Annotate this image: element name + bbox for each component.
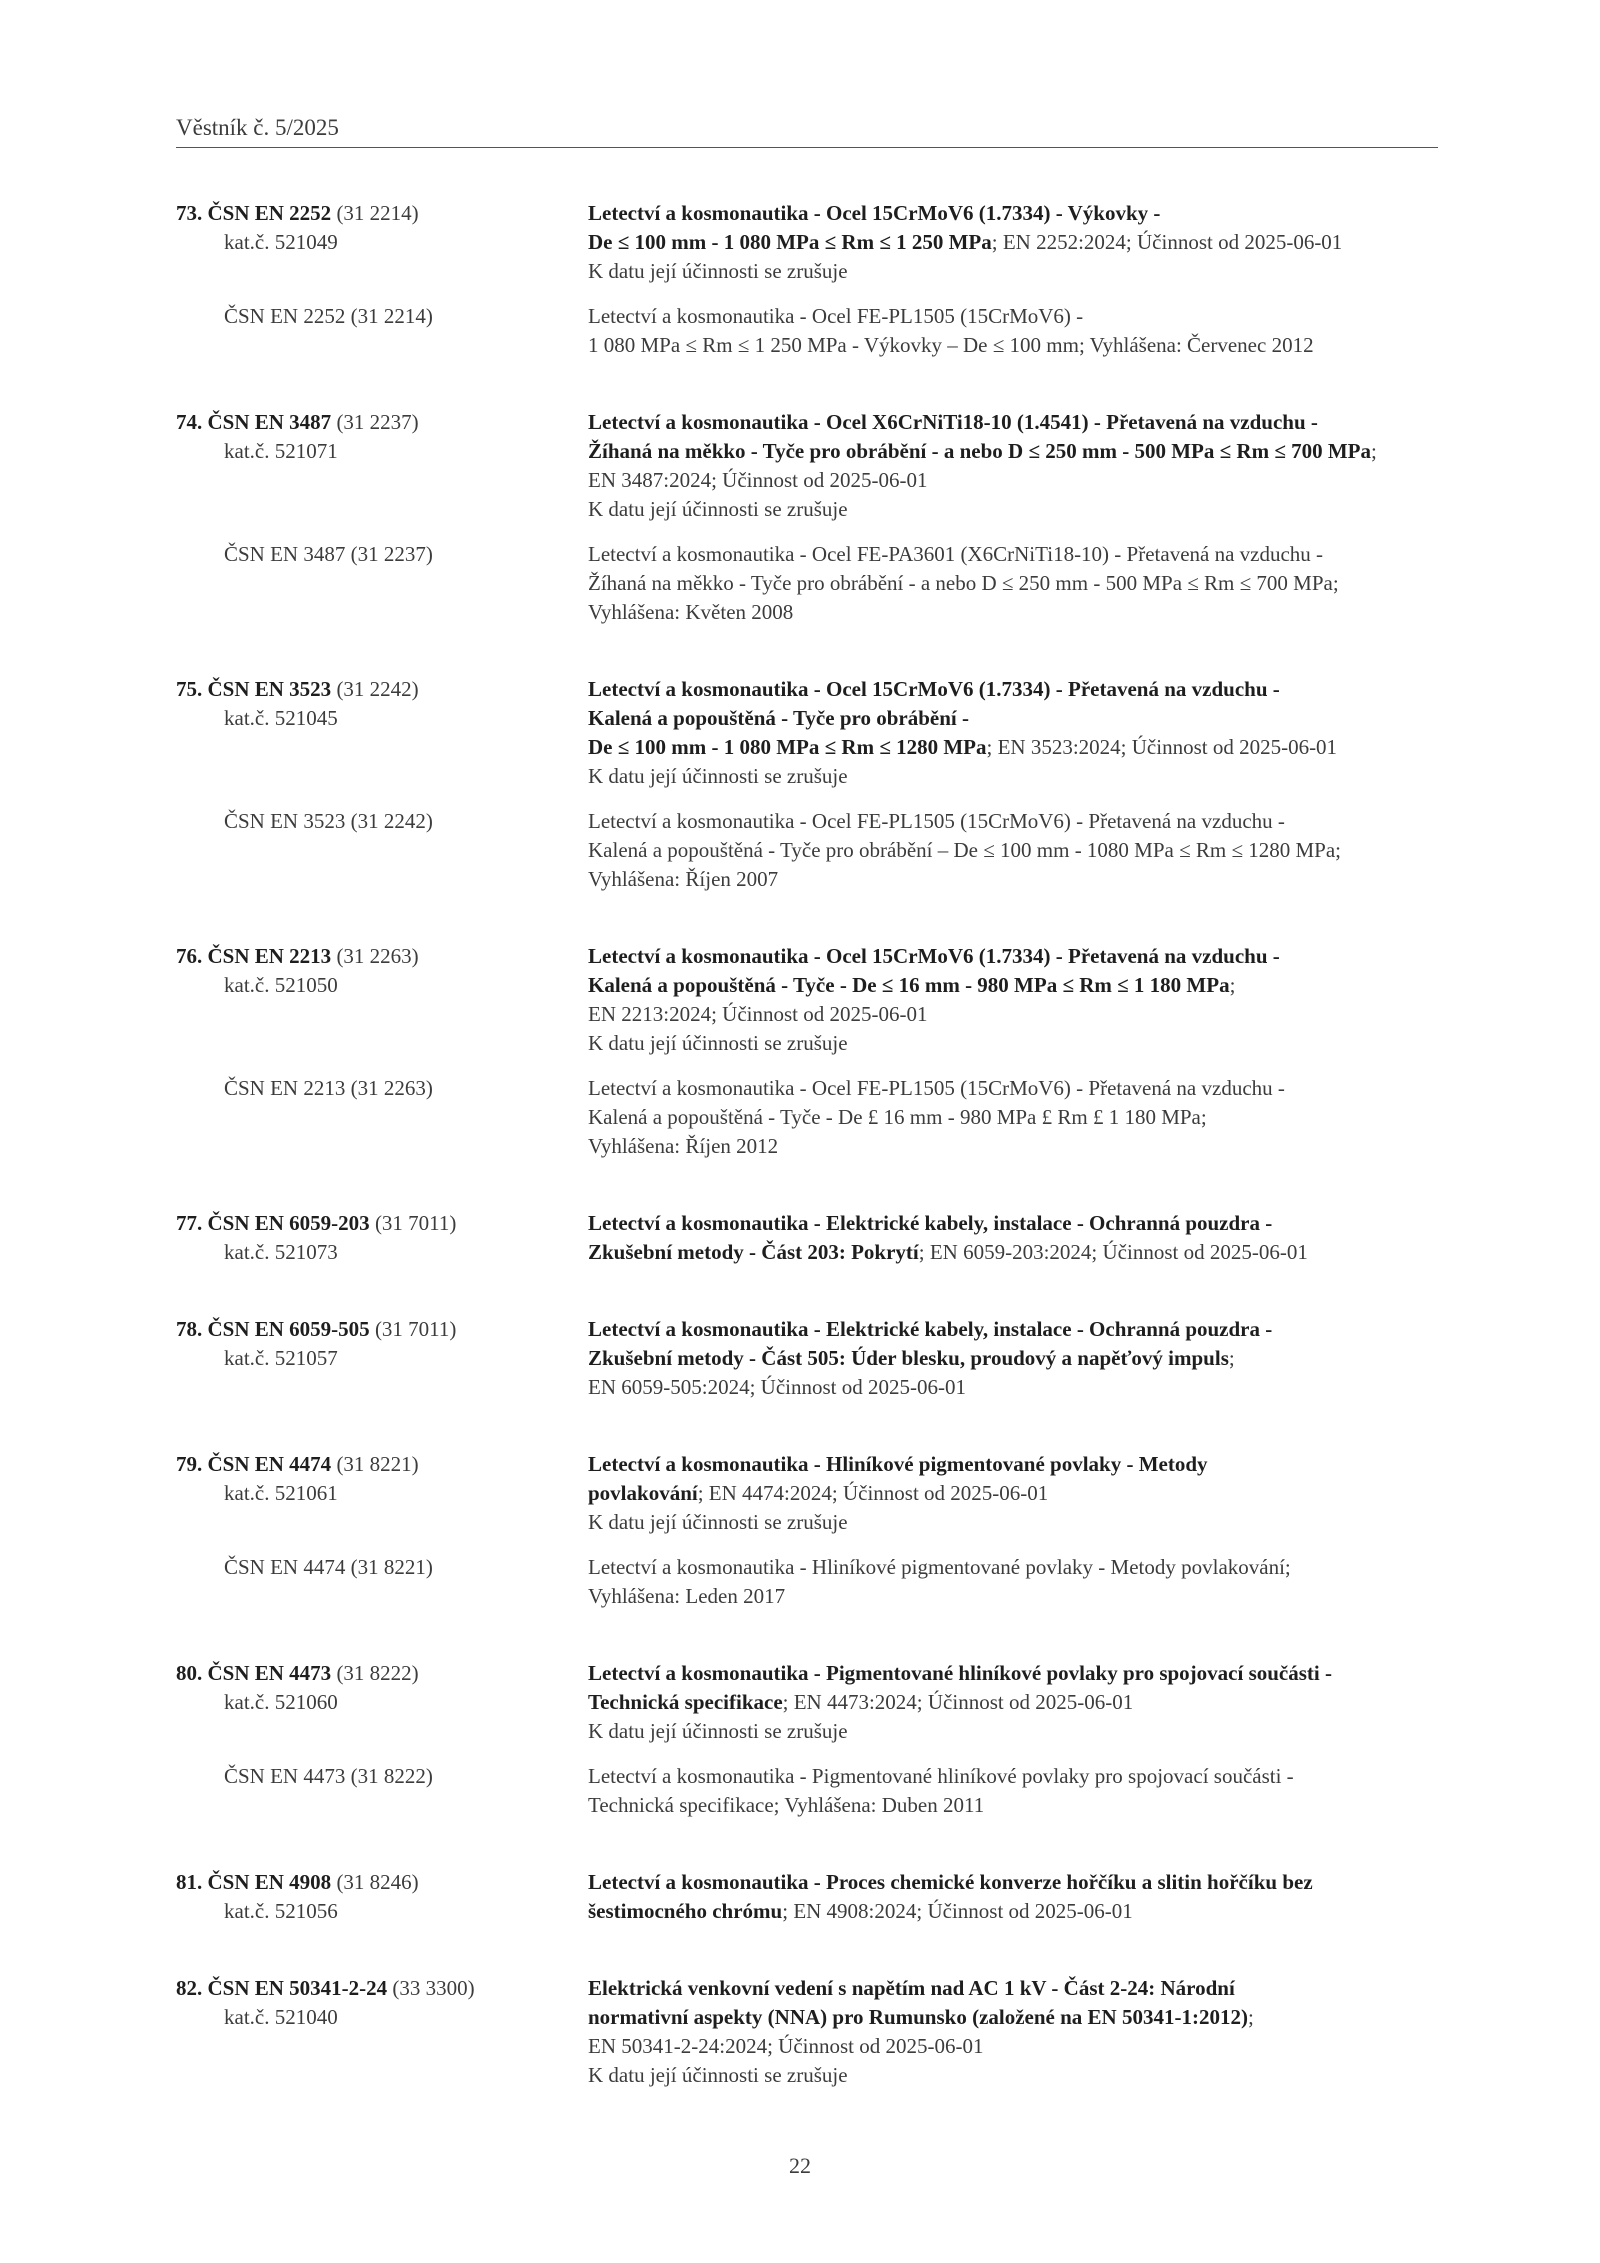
description-line <box>588 733 1438 762</box>
detail-text: ; EN 2252:2024; Účinnost od 2025-06-01 <box>991 230 1343 254</box>
classification-code: (31 7011) <box>374 1317 457 1341</box>
standard-entry <box>176 675 1438 894</box>
detail-text: K datu její účinnosti se zrušuje <box>588 1031 848 1055</box>
catalog-number: kat.č. 521040 <box>224 2005 338 2029</box>
classification-code: (31 8221) <box>336 1452 419 1476</box>
superseded-identifier <box>176 807 588 894</box>
new-standard-row <box>176 675 1438 791</box>
superseded-line: Letectví a kosmonautika - Hliníkové pigmentované povlaky - Metody povlakování; <box>588 1555 1291 1579</box>
standard-description <box>588 1315 1438 1402</box>
description-line <box>588 2032 1438 2061</box>
superseded-line: Vyhlášena: Říjen 2007 <box>588 867 779 891</box>
title-text: Letectví a kosmonautika - Proces chemické konverze hořčíku a slitin hořčíku bez <box>588 1870 1313 1894</box>
superseded-standard-row <box>176 302 1438 360</box>
bulletin-title: Věstník č. 5/2025 <box>176 115 339 140</box>
description-line <box>588 1344 1438 1373</box>
title-text: Zkušební metody - Část 505: Úder blesku, proudový a napěťový impuls <box>588 1346 1229 1370</box>
detail-text: ; <box>1247 2005 1254 2029</box>
superseded-code: ČSN EN 4474 (31 8221) <box>224 1555 433 1579</box>
superseded-standard-row <box>176 1553 1438 1611</box>
title-text: Letectví a kosmonautika - Ocel 15CrMoV6 (1.7334) - Přetavená na vzduchu - <box>588 677 1280 701</box>
catalog-number: kat.č. 521056 <box>224 1899 338 1923</box>
description-line <box>588 762 1438 791</box>
description-line <box>588 2061 1438 2090</box>
standard-entry <box>176 408 1438 627</box>
superseded-standard-row <box>176 807 1438 894</box>
standard-code: ČSN EN 3523 <box>207 677 332 701</box>
detail-text: K datu její účinnosti se zrušuje <box>588 497 848 521</box>
detail-text: ; <box>1371 439 1377 463</box>
superseded-line: 1 080 MPa ≤ Rm ≤ 1 250 MPa - Výkovky – De ≤ 100 mm; Vyhlášena: Červenec 2012 <box>588 333 1314 357</box>
entry-number: 82. <box>176 1976 203 2000</box>
title-text: Letectví a kosmonautika - Ocel X6CrNiTi18-10 (1.4541) - Přetavená na vzduchu - <box>588 410 1318 434</box>
standard-identifier <box>176 1315 588 1402</box>
superseded-description <box>588 1762 1438 1820</box>
entry-number: 80. <box>176 1661 203 1685</box>
detail-text: EN 2213:2024; Účinnost od 2025-06-01 <box>588 1002 928 1026</box>
superseded-code: ČSN EN 4473 (31 8222) <box>224 1764 433 1788</box>
superseded-line: Letectví a kosmonautika - Ocel FE-PA3601 (X6CrNiTi18-10) - Přetavená na vzduchu - <box>588 542 1324 566</box>
description-line <box>588 1508 1438 1537</box>
title-text: De ≤ 100 mm - 1 080 MPa ≤ Rm ≤ 1 250 MPa <box>588 230 992 254</box>
standard-description <box>588 1868 1438 1926</box>
standards-list <box>176 199 1438 2138</box>
detail-text: ; <box>1229 973 1236 997</box>
description-line <box>588 408 1438 437</box>
superseded-description <box>588 302 1438 360</box>
standard-entry <box>176 1974 1438 2090</box>
description-line <box>588 1029 1438 1058</box>
new-standard-row <box>176 1974 1438 2090</box>
description-line <box>588 495 1438 524</box>
description-line <box>588 1659 1438 1688</box>
title-text: Kalená a popouštěná - Tyče - De ≤ 16 mm - 980 MPa ≤ Rm ≤ 1 180 MPa <box>588 973 1230 997</box>
superseded-code: ČSN EN 2252 (31 2214) <box>224 304 433 328</box>
standard-code: ČSN EN 4474 <box>207 1452 332 1476</box>
description-line <box>588 675 1438 704</box>
catalog-number: kat.č. 521049 <box>224 230 338 254</box>
standard-description <box>588 942 1438 1058</box>
standard-description <box>588 1659 1438 1746</box>
entry-number: 79. <box>176 1452 203 1476</box>
superseded-identifier <box>176 1074 588 1161</box>
new-standard-row <box>176 408 1438 524</box>
superseded-line: Technická specifikace; Vyhlášena: Duben 2011 <box>588 1793 985 1817</box>
standard-identifier <box>176 1868 588 1926</box>
superseded-description <box>588 540 1438 627</box>
detail-text: ; EN 6059-203:2024; Účinnost od 2025-06-01 <box>918 1240 1308 1264</box>
superseded-line: Kalená a popouštěná - Tyče pro obrábění – De ≤ 100 mm - 1080 MPa ≤ Rm ≤ 1280 MPa; <box>588 838 1342 862</box>
new-standard-row <box>176 1450 1438 1537</box>
title-text: Žíhaná na měkko - Tyče pro obrábění - a nebo D ≤ 250 mm - 500 MPa ≤ Rm ≤ 700 MPa <box>588 439 1371 463</box>
entry-number: 81. <box>176 1870 203 1894</box>
standard-identifier <box>176 408 588 524</box>
superseded-line: Letectví a kosmonautika - Ocel FE-PL1505 (15CrMoV6) - Přetavená na vzduchu - <box>588 1076 1285 1100</box>
standard-identifier <box>176 1659 588 1746</box>
entry-number: 75. <box>176 677 203 701</box>
description-line <box>588 2003 1438 2032</box>
standard-identifier <box>176 942 588 1058</box>
superseded-line: Vyhlášena: Květen 2008 <box>588 600 794 624</box>
standard-code: ČSN EN 6059-505 <box>207 1317 370 1341</box>
entry-number: 78. <box>176 1317 203 1341</box>
new-standard-row <box>176 1659 1438 1746</box>
standard-code: ČSN EN 2252 <box>207 201 332 225</box>
standard-identifier <box>176 1209 588 1267</box>
superseded-standard-row <box>176 540 1438 627</box>
description-line <box>588 1373 1438 1402</box>
description-line <box>588 1688 1438 1717</box>
classification-code: (31 2237) <box>336 410 419 434</box>
description-line <box>588 466 1438 495</box>
new-standard-row <box>176 1868 1438 1926</box>
entry-number: 77. <box>176 1211 203 1235</box>
catalog-number: kat.č. 521060 <box>224 1690 338 1714</box>
standard-code: ČSN EN 50341-2-24 <box>207 1976 388 2000</box>
classification-code: (31 2214) <box>336 201 419 225</box>
description-line <box>588 1717 1438 1746</box>
detail-text: ; <box>1228 1346 1235 1370</box>
description-line <box>588 1315 1438 1344</box>
title-text: Kalená a popouštěná - Tyče pro obrábění - <box>588 706 969 730</box>
standard-description <box>588 1974 1438 2090</box>
superseded-line: Vyhlášena: Říjen 2012 <box>588 1134 779 1158</box>
description-line <box>588 437 1438 466</box>
new-standard-row <box>176 1315 1438 1402</box>
superseded-standard-row <box>176 1762 1438 1820</box>
page-number: 22 <box>789 2153 811 2178</box>
title-text: povlakování <box>588 1481 698 1505</box>
detail-text: EN 3487:2024; Účinnost od 2025-06-01 <box>588 468 928 492</box>
entry-number: 76. <box>176 944 203 968</box>
standard-description <box>588 199 1438 286</box>
standard-entry <box>176 942 1438 1161</box>
standard-description <box>588 675 1438 791</box>
title-text: Letectví a kosmonautika - Ocel 15CrMoV6 (1.7334) - Výkovky - <box>588 201 1161 225</box>
classification-code: (31 7011) <box>374 1211 457 1235</box>
superseded-identifier <box>176 1553 588 1611</box>
new-standard-row <box>176 942 1438 1058</box>
classification-code: (31 2242) <box>336 677 419 701</box>
classification-code: (33 3300) <box>392 1976 475 2000</box>
superseded-line: Letectví a kosmonautika - Ocel FE-PL1505 (15CrMoV6) - <box>588 304 1084 328</box>
standard-identifier <box>176 675 588 791</box>
superseded-identifier <box>176 1762 588 1820</box>
detail-text: K datu její účinnosti se zrušuje <box>588 1510 848 1534</box>
detail-text: ; EN 4474:2024; Účinnost od 2025-06-01 <box>697 1481 1049 1505</box>
standard-code: ČSN EN 3487 <box>207 410 332 434</box>
description-line <box>588 1000 1438 1029</box>
title-text: De ≤ 100 mm - 1 080 MPa ≤ Rm ≤ 1280 MPa <box>588 735 987 759</box>
classification-code: (31 2263) <box>336 944 419 968</box>
standard-code: ČSN EN 4908 <box>207 1870 332 1894</box>
superseded-code: ČSN EN 2213 (31 2263) <box>224 1076 433 1100</box>
superseded-identifier <box>176 302 588 360</box>
detail-text: K datu její účinnosti se zrušuje <box>588 2063 848 2087</box>
page-header <box>176 113 1438 148</box>
standard-entry <box>176 1659 1438 1820</box>
standard-entry <box>176 199 1438 360</box>
detail-text: K datu její účinnosti se zrušuje <box>588 764 848 788</box>
superseded-code: ČSN EN 3487 (31 2237) <box>224 542 433 566</box>
catalog-number: kat.č. 521071 <box>224 439 338 463</box>
title-text: normativní aspekty (NNA) pro Rumunsko (založené na EN 50341-1:2012) <box>588 2005 1248 2029</box>
title-text: Letectví a kosmonautika - Ocel 15CrMoV6 (1.7334) - Přetavená na vzduchu - <box>588 944 1280 968</box>
description-line <box>588 704 1438 733</box>
superseded-line: Letectví a kosmonautika - Ocel FE-PL1505 (15CrMoV6) - Přetavená na vzduchu - <box>588 809 1285 833</box>
standard-entry <box>176 1315 1438 1402</box>
catalog-number: kat.č. 521045 <box>224 706 338 730</box>
superseded-line: Letectví a kosmonautika - Pigmentované hliníkové povlaky pro spojovací součásti - <box>588 1764 1294 1788</box>
title-text: šestimocného chrómu <box>588 1899 783 1923</box>
description-line <box>588 199 1438 228</box>
superseded-identifier <box>176 540 588 627</box>
description-line <box>588 1450 1438 1479</box>
description-line <box>588 1209 1438 1238</box>
superseded-standard-row <box>176 1074 1438 1161</box>
standard-entry <box>176 1450 1438 1611</box>
description-line <box>588 1974 1438 2003</box>
title-text: Letectví a kosmonautika - Elektrické kabely, instalace - Ochranná pouzdra - <box>588 1211 1273 1235</box>
description-line <box>588 1868 1438 1897</box>
detail-text: ; EN 4908:2024; Účinnost od 2025-06-01 <box>782 1899 1133 1923</box>
classification-code: (31 8222) <box>336 1661 419 1685</box>
superseded-code: ČSN EN 3523 (31 2242) <box>224 809 433 833</box>
standard-entry <box>176 1868 1438 1926</box>
new-standard-row <box>176 1209 1438 1267</box>
title-text: Elektrická venkovní vedení s napětím nad AC 1 kV - Část 2-24: Národní <box>588 1976 1235 2000</box>
title-text: Letectví a kosmonautika - Hliníkové pigmentované povlaky - Metody <box>588 1452 1208 1476</box>
superseded-line: Kalená a popouštěná - Tyče - De £ 16 mm - 980 MPa £ Rm £ 1 180 MPa; <box>588 1105 1207 1129</box>
standard-entry <box>176 1209 1438 1267</box>
entry-number: 74. <box>176 410 203 434</box>
title-text: Technická specifikace <box>588 1690 783 1714</box>
description-line <box>588 942 1438 971</box>
detail-text: K datu její účinnosti se zrušuje <box>588 259 848 283</box>
superseded-description <box>588 807 1438 894</box>
description-line <box>588 971 1438 1000</box>
description-line <box>588 1238 1438 1267</box>
superseded-line: Vyhlášena: Leden 2017 <box>588 1584 786 1608</box>
standard-identifier <box>176 1974 588 2090</box>
description-line <box>588 228 1438 257</box>
entry-number: 73. <box>176 201 203 225</box>
standard-description <box>588 1209 1438 1267</box>
title-text: Letectví a kosmonautika - Elektrické kabely, instalace - Ochranná pouzdra - <box>588 1317 1273 1341</box>
catalog-number: kat.č. 521073 <box>224 1240 338 1264</box>
standard-description <box>588 408 1438 524</box>
description-line <box>588 257 1438 286</box>
new-standard-row <box>176 199 1438 286</box>
detail-text: ; EN 3523:2024; Účinnost od 2025-06-01 <box>986 735 1338 759</box>
title-text: Zkušební metody - Část 203: Pokrytí <box>588 1240 919 1264</box>
detail-text: K datu její účinnosti se zrušuje <box>588 1719 848 1743</box>
standard-code: ČSN EN 4473 <box>207 1661 332 1685</box>
classification-code: (31 8246) <box>336 1870 419 1894</box>
description-line <box>588 1897 1438 1926</box>
detail-text: ; EN 4473:2024; Účinnost od 2025-06-01 <box>782 1690 1134 1714</box>
standard-identifier <box>176 1450 588 1537</box>
catalog-number: kat.č. 521050 <box>224 973 338 997</box>
catalog-number: kat.č. 521061 <box>224 1481 338 1505</box>
superseded-description <box>588 1553 1438 1611</box>
superseded-line: Žíhaná na měkko - Tyče pro obrábění - a nebo D ≤ 250 mm - 500 MPa ≤ Rm ≤ 700 MPa; <box>588 571 1339 595</box>
standard-description <box>588 1450 1438 1537</box>
standard-identifier <box>176 199 588 286</box>
standard-code: ČSN EN 2213 <box>207 944 332 968</box>
description-line <box>588 1479 1438 1508</box>
title-text: Letectví a kosmonautika - Pigmentované hliníkové povlaky pro spojovací součásti - <box>588 1661 1332 1685</box>
detail-text: EN 6059-505:2024; Účinnost od 2025-06-01 <box>588 1375 966 1399</box>
detail-text: EN 50341-2-24:2024; Účinnost od 2025-06-01 <box>588 2034 984 2058</box>
standard-code: ČSN EN 6059-203 <box>207 1211 370 1235</box>
catalog-number: kat.č. 521057 <box>224 1346 338 1370</box>
superseded-description <box>588 1074 1438 1161</box>
